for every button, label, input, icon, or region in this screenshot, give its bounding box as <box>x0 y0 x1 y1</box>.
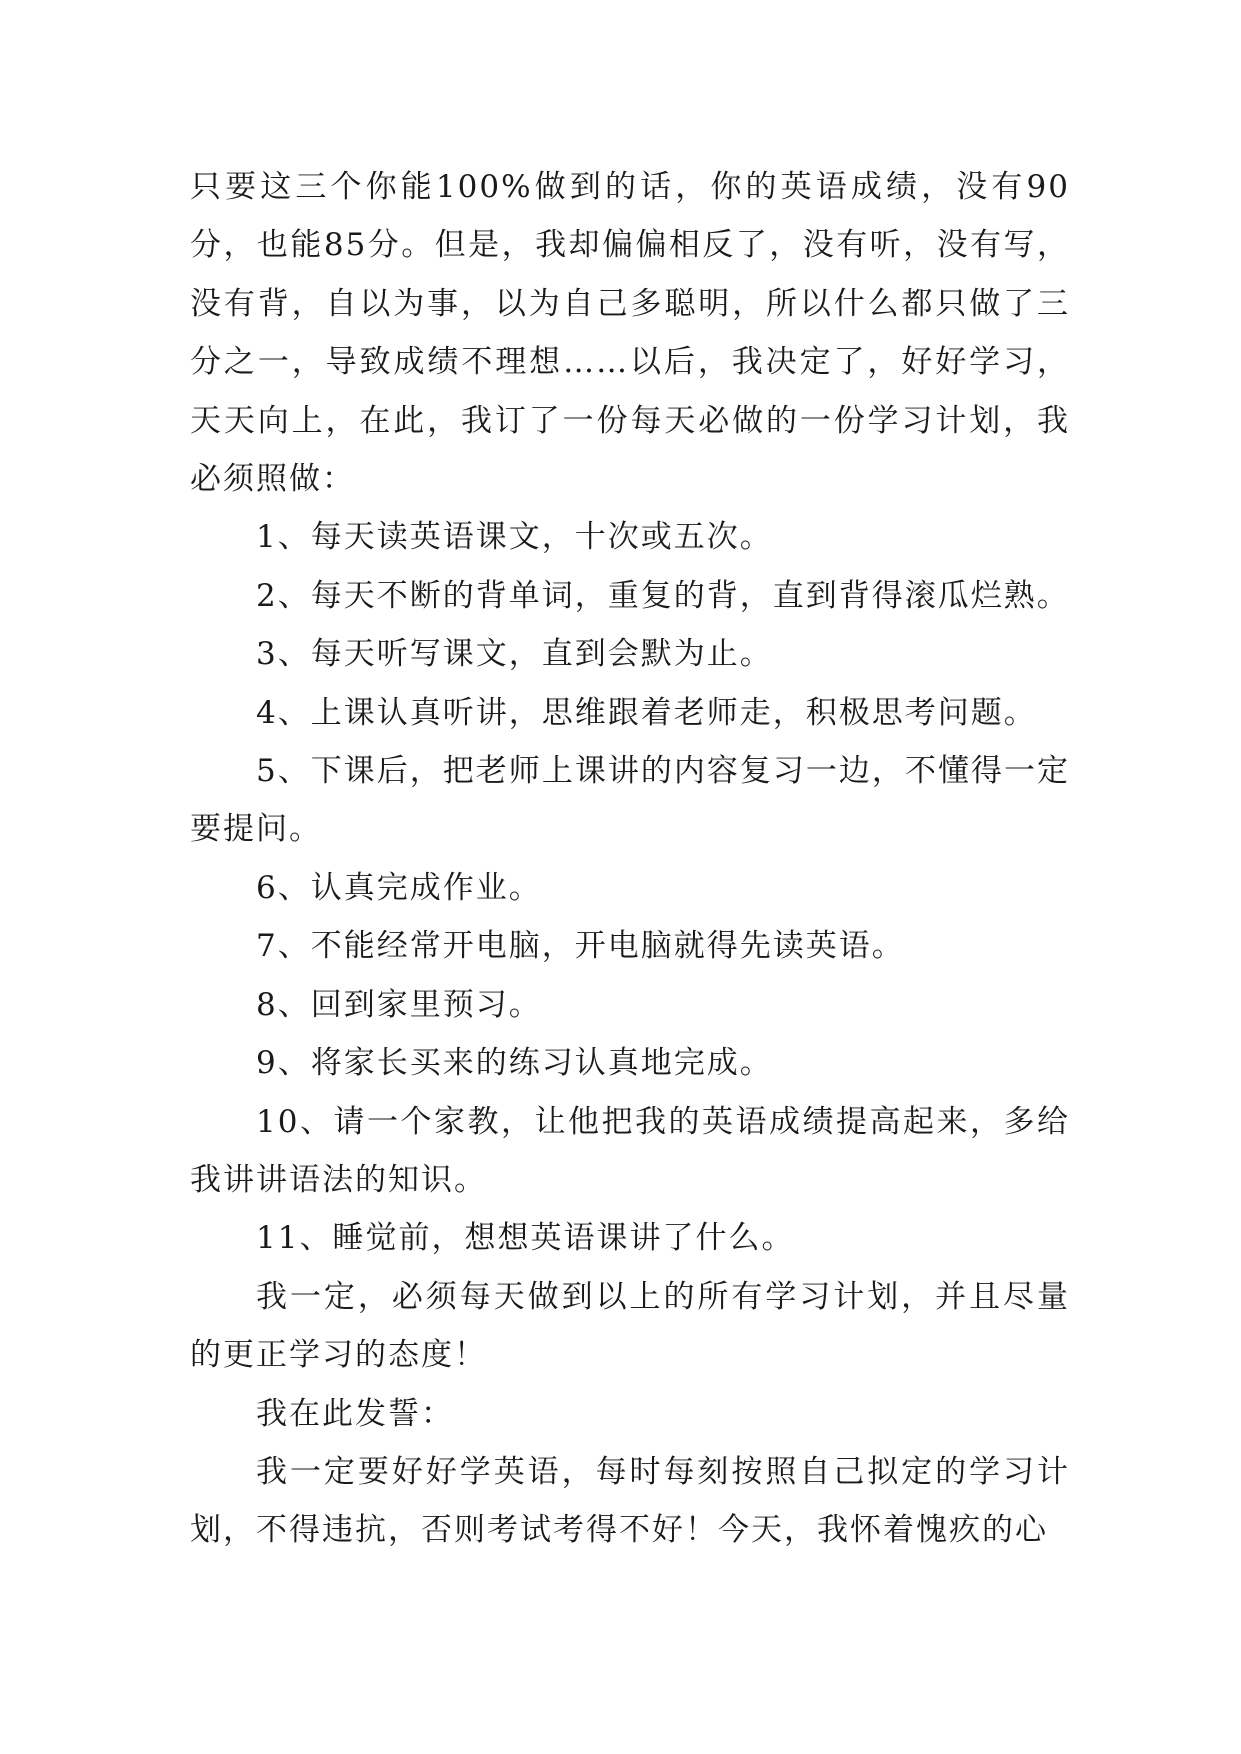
plan-item-8: 8、回到家里预习。 <box>256 986 542 1023</box>
plan-item-1: 1、每天读英语课文，十次或五次。 <box>256 519 773 556</box>
paragraph-commitment: 我一定，必须每天做到以上的所有学习计划，并且尽量的更正学习的态度！ <box>190 1278 1070 1374</box>
plan-item-2: 2、每天不断的背单词，重复的背，直到背得滚瓜烂熟。 <box>256 577 1070 614</box>
plan-item-10: 10、请一个家教，让他把我的英语成绩提高起来，多给我讲讲语法的知识。 <box>190 1103 1070 1198</box>
paragraph-oath-heading: 我在此发誓： <box>256 1395 454 1432</box>
document-body <box>190 158 1070 1560</box>
paragraph-oath: 我一定要好好学英语，每时每刻按照自己拟定的学习计划，不得违抗，否则考试考得不好！今天，我怀着愧疚的心 <box>190 1453 1070 1549</box>
plan-item-6: 6、认真完成作业。 <box>256 869 542 906</box>
plan-item-11: 11、睡觉前，想想英语课讲了什么。 <box>256 1220 795 1257</box>
paragraph-intro: 只要这三个你能100%做到的话，你的英语成绩，没有90分，也能85分。但是，我却偏偏相反了，没有听，没有写，没有背，自以为事，以为自己多聪明，所以什么都只做了三分之一，导致成绩不理想……以后，我决定了，好好学习，天天向上，在此，我订了一份每天必做的一份学习计划，我必须照做： <box>190 169 1070 498</box>
plan-item-7: 7、不能经常开电脑，开电脑就得先读英语。 <box>256 928 905 965</box>
plan-item-3: 3、每天听写课文，直到会默为止。 <box>256 636 773 673</box>
plan-item-4: 4、上课认真听讲，思维跟着老师走，积极思考问题。 <box>256 694 1037 731</box>
plan-item-9: 9、将家长买来的练习认真地完成。 <box>256 1045 773 1082</box>
plan-item-5: 5、下课后，把老师上课讲的内容复习一边，不懂得一定要提问。 <box>190 753 1070 848</box>
